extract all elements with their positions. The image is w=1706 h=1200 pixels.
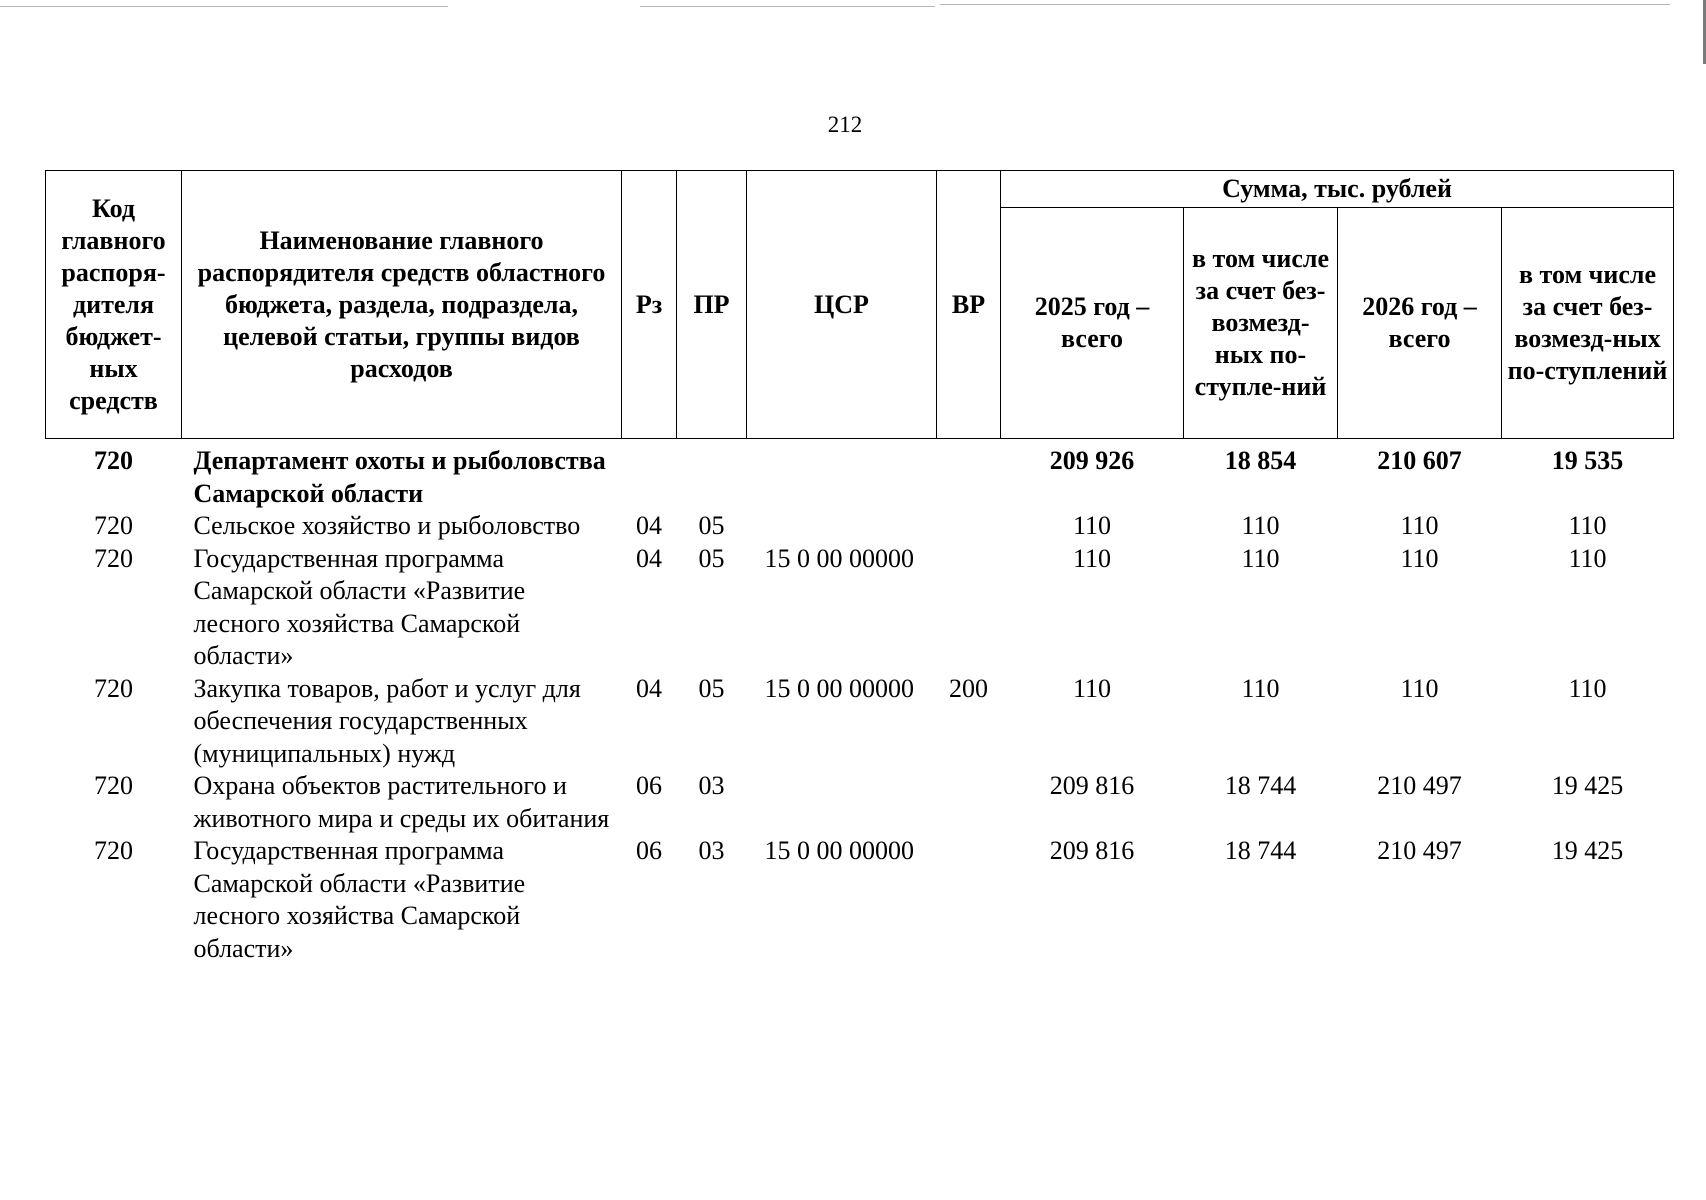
header-sum: Сумма, тыс. рублей — [1001, 171, 1674, 208]
cell-code: 720 — [94, 543, 133, 573]
cell-rz: 06 — [636, 836, 662, 865]
table-row — [46, 673, 1674, 771]
cell-code: 720 — [94, 673, 133, 703]
cell-vr — [937, 510, 1001, 543]
cell-2026-total: 110 — [1400, 543, 1439, 573]
table-row — [46, 543, 1674, 673]
cell-pr: 03 — [698, 771, 725, 800]
table-row — [46, 439, 1674, 511]
cell-vr — [937, 835, 1001, 965]
cell-2025-total: 209 816 — [1049, 836, 1135, 865]
cell-pr: 03 — [698, 836, 725, 865]
cell-name: Департамент охоты и рыболовства Самарской области — [193, 446, 606, 508]
scan-edge-line-right — [940, 4, 1670, 5]
cell-vr: 200 — [949, 673, 988, 703]
cell-2026-grants: 19 425 — [1551, 771, 1624, 800]
cell-2026-total: 110 — [1400, 673, 1439, 703]
cell-2025-grants: 110 — [1241, 673, 1280, 703]
cell-pr: 05 — [698, 511, 725, 540]
cell-code: 720 — [94, 836, 133, 865]
table-row — [46, 510, 1674, 543]
page-number: 212 — [827, 112, 863, 137]
header-pr: ПР — [677, 171, 747, 439]
cell-rz — [622, 439, 677, 511]
cell-2025-grants: 18 854 — [1224, 446, 1297, 475]
cell-2026-total: 210 607 — [1377, 446, 1462, 475]
cell-name: Охрана объектов растительного и животного мира и среды их обитания — [193, 771, 610, 833]
cell-2025-total: 209 816 — [1049, 771, 1135, 800]
cell-csr — [747, 439, 937, 511]
cell-2026-grants: 19 425 — [1551, 836, 1624, 865]
cell-pr: 05 — [698, 543, 725, 573]
cell-code: 720 — [94, 771, 133, 800]
cell-2025-total: 209 926 — [1049, 446, 1135, 475]
cell-2026-grants: 110 — [1568, 673, 1607, 703]
table-body — [46, 439, 1674, 966]
cell-2026-grants: 110 — [1568, 543, 1607, 573]
header-vr: ВР — [937, 171, 1001, 439]
scan-edge-line-middle — [640, 6, 935, 7]
budget-table — [45, 170, 1674, 965]
header-2025-total: 2025 год – всего — [1001, 208, 1184, 439]
cell-2026-total: 210 497 — [1377, 836, 1462, 865]
cell-2025-total: 110 — [1072, 543, 1112, 573]
cell-2025-grants: 110 — [1241, 511, 1280, 540]
cell-2025-total: 110 — [1072, 511, 1112, 540]
header-2026-grants: в том числе за счет без-возмезд-ных по-ступлений — [1502, 208, 1674, 439]
cell-name: Сельское хозяйство и рыболовство — [193, 511, 581, 540]
scan-edge-line-left — [0, 6, 448, 7]
cell-2025-grants: 110 — [1241, 543, 1280, 573]
cell-code: 720 — [94, 511, 133, 540]
cell-name: Государственная программа Самарской области «Развитие лесного хозяйства Самарской области» — [193, 543, 526, 670]
cell-rz: 06 — [636, 771, 662, 800]
cell-code: 720 — [94, 446, 133, 475]
cell-2026-total: 110 — [1400, 511, 1439, 540]
header-csr: ЦСР — [747, 171, 937, 439]
header-2025-grants: в том числе за счет без-возмезд-ных по-ступле-ний — [1184, 208, 1338, 439]
table-header — [46, 171, 1674, 439]
cell-2026-total: 210 497 — [1377, 771, 1462, 800]
cell-2025-grants: 18 744 — [1224, 836, 1297, 865]
cell-vr — [937, 770, 1001, 835]
cell-csr: 15 0 00 00000 — [764, 836, 914, 865]
cell-rz: 04 — [636, 511, 662, 540]
cell-csr: 15 0 00 00000 — [764, 673, 914, 703]
header-code: Код главного распоря-дителя бюджет-ных средств — [46, 171, 182, 439]
header-2026-total: 2026 год – всего — [1338, 208, 1502, 439]
cell-vr — [937, 543, 1001, 673]
cell-csr — [747, 510, 937, 543]
cell-csr — [747, 770, 937, 835]
cell-2025-grants: 18 744 — [1224, 771, 1297, 800]
cell-pr — [677, 439, 747, 511]
cell-vr — [937, 439, 1001, 511]
cell-pr: 05 — [698, 673, 725, 703]
table-row — [46, 835, 1674, 965]
cell-csr: 15 0 00 00000 — [764, 543, 914, 573]
cell-name: Закупка товаров, работ и услуг для обеспечения государственных (муниципальных) нужд — [193, 673, 581, 768]
cell-2026-grants: 19 535 — [1551, 446, 1624, 475]
cell-2025-total: 110 — [1072, 673, 1112, 703]
cell-2026-grants: 110 — [1568, 511, 1607, 540]
table-row — [46, 770, 1674, 835]
cell-rz: 04 — [636, 543, 662, 573]
header-name: Наименование главного распорядителя средств областного бюджета, раздела, подраздела, целевой статьи, группы видов расходов — [182, 171, 622, 439]
header-rz: Рз — [622, 171, 677, 439]
cell-rz: 04 — [636, 673, 662, 703]
cell-name: Государственная программа Самарской области «Развитие лесного хозяйства Самарской области» — [193, 836, 526, 963]
